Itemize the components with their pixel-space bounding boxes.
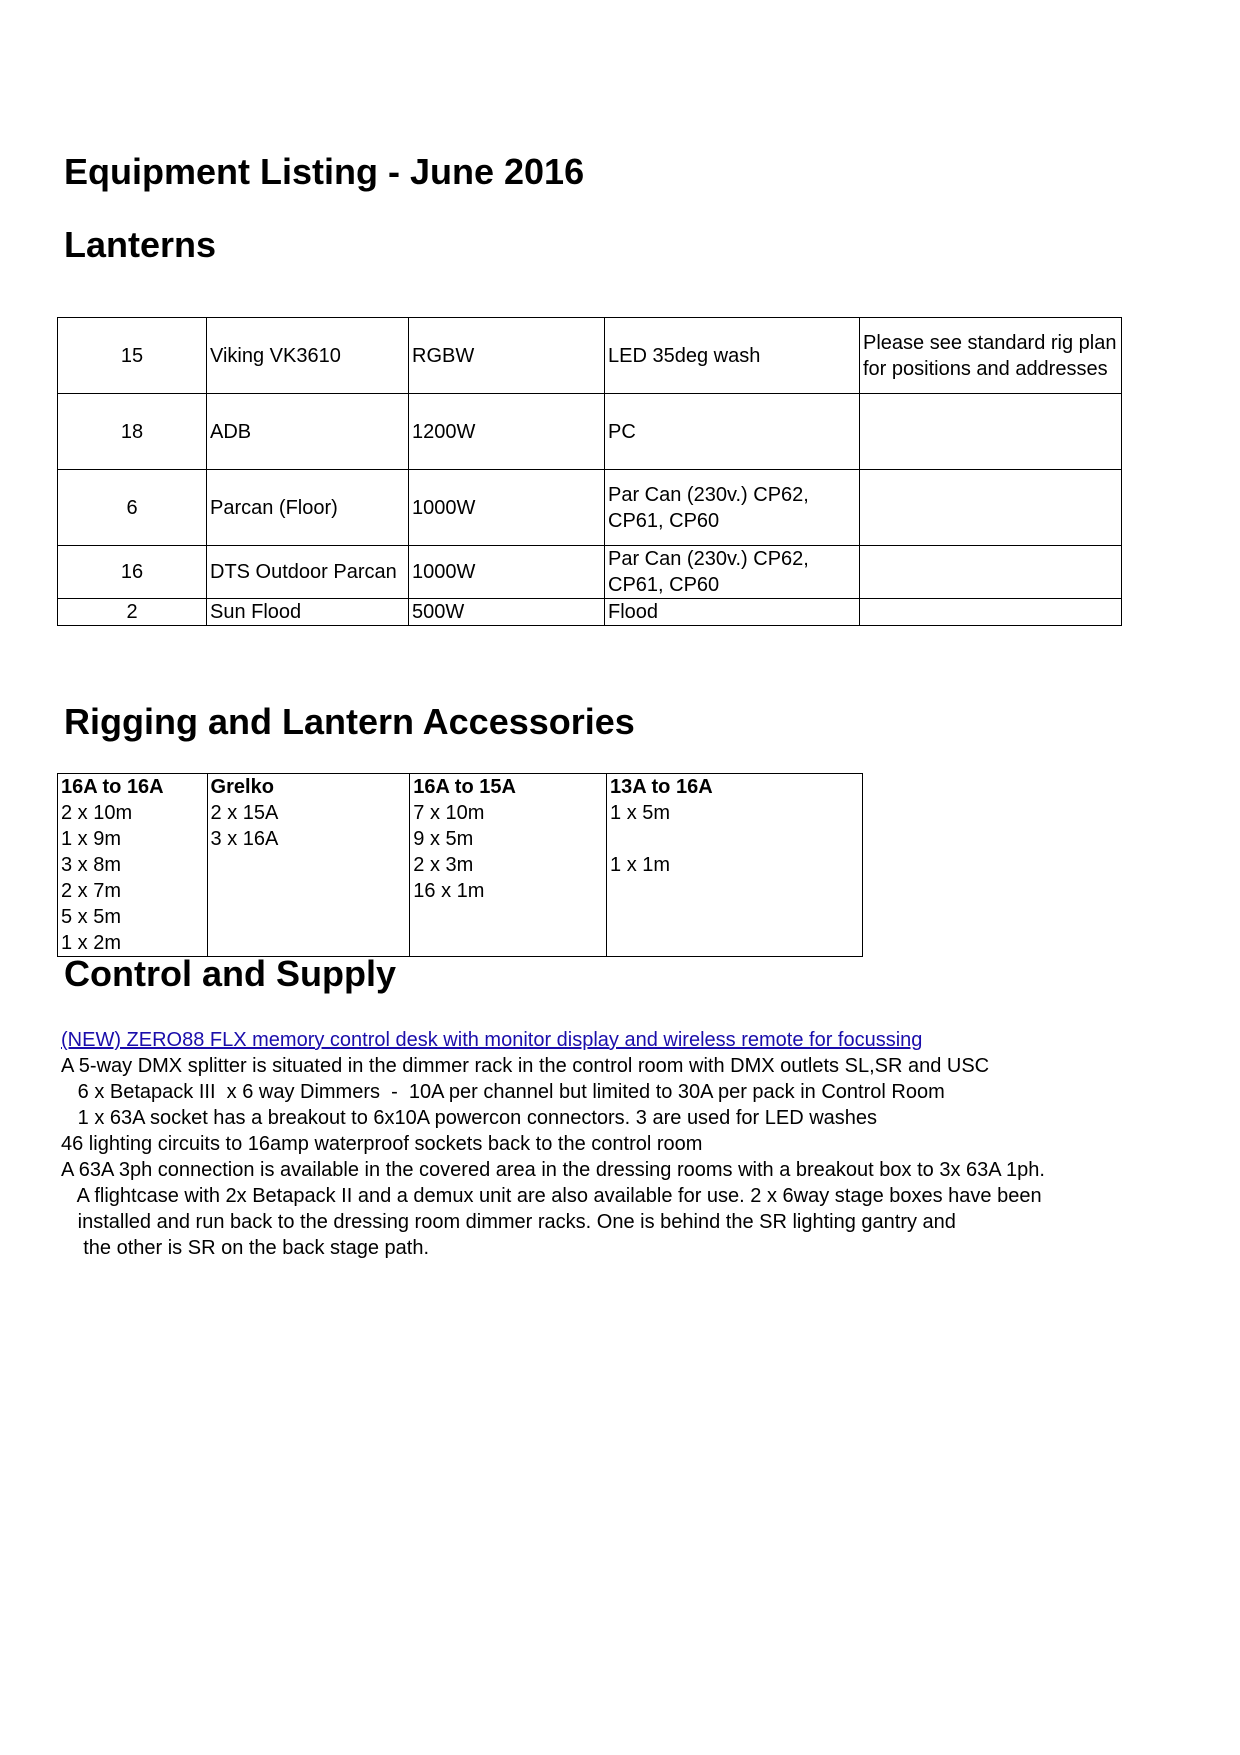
lantern-power: 500W [409, 599, 605, 626]
rigging-heading: Rigging and Lantern Accessories [64, 701, 635, 742]
lantern-name: Viking VK3610 [207, 318, 409, 394]
table-row [58, 470, 1122, 546]
lantern-qty: 18 [58, 394, 207, 470]
lantern-type: Flood [605, 599, 860, 626]
table-header-row [58, 774, 863, 801]
table-row [58, 852, 863, 878]
table-row [58, 904, 863, 930]
lantern-qty: 15 [58, 318, 207, 394]
lantern-power: RGBW [409, 318, 605, 394]
table-cell: 1 x 1m [607, 852, 863, 878]
table-row [58, 800, 863, 826]
table-cell: 3 x 16A [207, 826, 410, 852]
lantern-name: Sun Flood [207, 599, 409, 626]
lantern-name: Parcan (Floor) [207, 470, 409, 546]
control-line: 6 x Betapack III x 6 way Dimmers - 10A per channel but limited to 30A per pack in Control Room [61, 1081, 945, 1103]
control-line: 1 x 63A socket has a breakout to 6x10A powercon connectors. 3 are used for LED washes [61, 1107, 878, 1129]
table-cell: 2 x 15A [207, 800, 410, 826]
lantern-type: Par Can (230v.) CP62, CP61, CP60 [605, 546, 860, 599]
table-cell: 16 x 1m [410, 878, 607, 904]
table-cell [410, 904, 607, 930]
table-cell: 9 x 5m [410, 826, 607, 852]
control-supply-text [61, 1027, 1211, 1261]
lantern-type: PC [605, 394, 860, 470]
control-line: A 63A 3ph connection is available in the covered area in the dressing rooms with a breakout box to 3x 63A 1ph. [61, 1159, 1045, 1181]
table-cell [607, 878, 863, 904]
column-header: 16A to 15A [410, 774, 607, 801]
table-row [58, 394, 1122, 470]
control-line: installed and run back to the dressing room dimmer racks. One is behind the SR lighting gantry and [61, 1211, 956, 1233]
table-cell [207, 878, 410, 904]
table-cell: 2 x 10m [58, 800, 208, 826]
table-cell [607, 904, 863, 930]
lantern-name: DTS Outdoor Parcan [207, 546, 409, 599]
control-line: A flightcase with 2x Betapack II and a demux unit are also available for use. 2 x 6way stage boxes have been [61, 1185, 1042, 1207]
lantern-notes [860, 394, 1122, 470]
lantern-name: ADB [207, 394, 409, 470]
column-header: 13A to 16A [607, 774, 863, 801]
table-row [58, 546, 1122, 599]
lantern-type: LED 35deg wash [605, 318, 860, 394]
table-row [58, 318, 1122, 394]
lantern-notes: Please see standard rig plan for positions and addresses [860, 318, 1122, 394]
rigging-table [57, 773, 863, 957]
lantern-notes [860, 546, 1122, 599]
control-desk-link[interactable]: (NEW) ZERO88 FLX memory control desk with monitor display and wireless remote for focussing [61, 1029, 923, 1051]
lanterns-heading: Lanterns [64, 224, 217, 265]
table-cell: 2 x 7m [58, 878, 208, 904]
control-line: 46 lighting circuits to 16amp waterproof sockets back to the control room [61, 1133, 703, 1155]
column-header: Grelko [207, 774, 410, 801]
lanterns-table [57, 317, 1122, 626]
control-line: the other is SR on the back stage path. [61, 1237, 429, 1259]
lantern-qty: 2 [58, 599, 207, 626]
table-cell: 7 x 10m [410, 800, 607, 826]
lantern-notes [860, 599, 1122, 626]
document-title: Equipment Listing - June 2016 [64, 151, 585, 192]
control-desk-line [61, 1027, 1211, 1053]
table-row [58, 826, 863, 852]
control-heading: Control and Supply [64, 953, 396, 994]
table-row [58, 878, 863, 904]
table-cell [607, 826, 863, 852]
lantern-type: Par Can (230v.) CP62, CP61, CP60 [605, 470, 860, 546]
lantern-power: 1200W [409, 394, 605, 470]
table-cell: 5 x 5m [58, 904, 208, 930]
lantern-qty: 6 [58, 470, 207, 546]
table-cell [410, 930, 607, 957]
lantern-qty: 16 [58, 546, 207, 599]
control-line: A 5-way DMX splitter is situated in the dimmer rack in the control room with DMX outlets SL,SR and USC [61, 1055, 990, 1077]
table-cell: 1 x 2m [58, 930, 208, 957]
table-cell: 1 x 9m [58, 826, 208, 852]
table-cell: 3 x 8m [58, 852, 208, 878]
table-cell [207, 852, 410, 878]
column-header: 16A to 16A [58, 774, 208, 801]
table-cell: 2 x 3m [410, 852, 607, 878]
lantern-notes [860, 470, 1122, 546]
lantern-power: 1000W [409, 546, 605, 599]
table-cell [207, 904, 410, 930]
table-cell [607, 930, 863, 957]
table-row [58, 599, 1122, 626]
lantern-power: 1000W [409, 470, 605, 546]
table-cell: 1 x 5m [607, 800, 863, 826]
